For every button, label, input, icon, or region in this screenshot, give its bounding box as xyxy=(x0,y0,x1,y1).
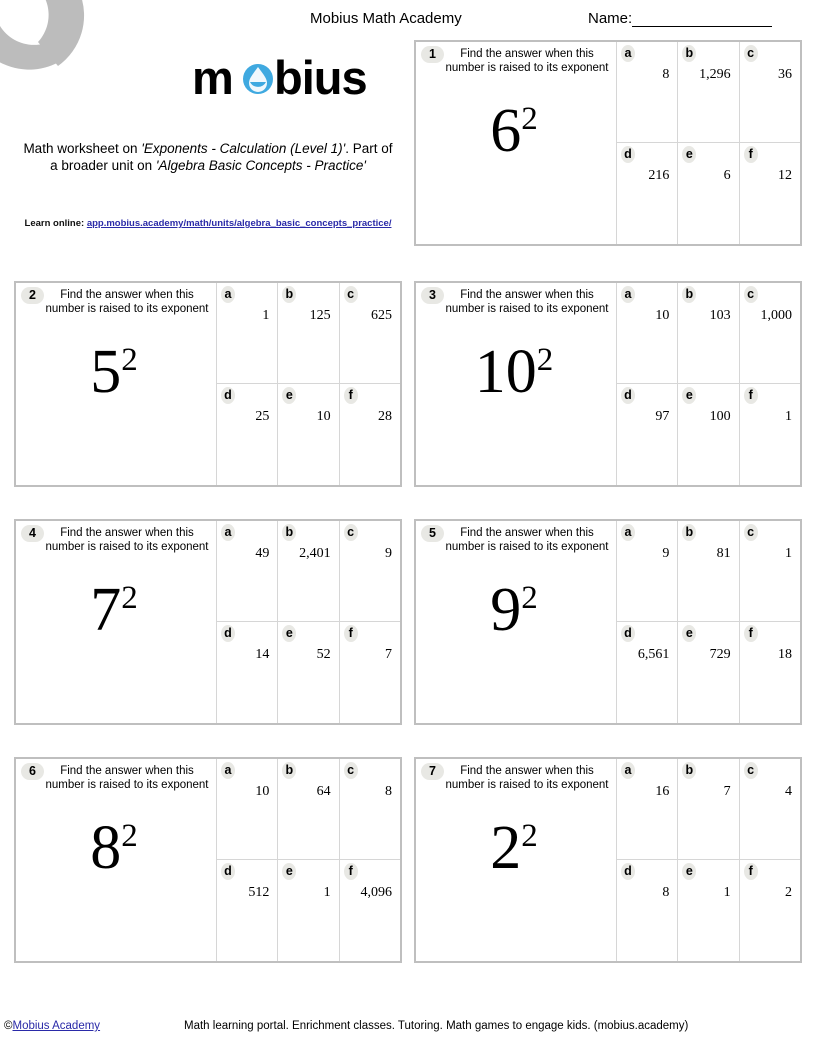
question-stimulus xyxy=(16,283,216,485)
option-letter: e xyxy=(682,863,696,880)
option-letter: e xyxy=(682,387,696,404)
option-value: 100 xyxy=(709,409,731,424)
option-letter: a xyxy=(621,286,635,303)
answer-option[interactable] xyxy=(339,283,400,384)
expression-exponent: 2 xyxy=(521,817,538,854)
answer-option[interactable] xyxy=(216,384,277,485)
question-box xyxy=(414,281,802,487)
option-letter: c xyxy=(744,762,758,779)
expression-base: 10 xyxy=(474,338,537,406)
answer-option[interactable] xyxy=(616,521,677,622)
option-letter: a xyxy=(221,762,235,779)
exponent-expression xyxy=(16,814,212,882)
option-letter: b xyxy=(682,762,696,779)
question-stimulus xyxy=(416,42,616,244)
answer-option[interactable] xyxy=(277,860,338,961)
question-box xyxy=(14,519,402,725)
option-letter: a xyxy=(621,762,635,779)
question-prompt: Find the answer when this number is raised to its exponent xyxy=(445,48,609,74)
option-value: 1 xyxy=(723,885,731,900)
question-box xyxy=(14,281,402,487)
question-number-badge: 6 xyxy=(21,763,44,780)
answer-option[interactable] xyxy=(616,143,677,244)
option-letter: a xyxy=(221,524,235,541)
question-stimulus xyxy=(416,283,616,485)
option-letter: f xyxy=(744,146,758,163)
answer-option[interactable] xyxy=(339,860,400,961)
option-value: 25 xyxy=(255,409,270,424)
worksheet-description xyxy=(22,140,394,174)
option-value: 1 xyxy=(323,885,331,900)
option-letter: c xyxy=(344,286,358,303)
option-value: 625 xyxy=(370,308,392,323)
option-value: 10 xyxy=(316,409,331,424)
answer-option[interactable] xyxy=(216,283,277,384)
answer-options-grid xyxy=(616,283,800,485)
answer-option[interactable] xyxy=(616,860,677,961)
answer-option[interactable] xyxy=(339,759,400,860)
answer-options-grid xyxy=(616,42,800,244)
option-letter: b xyxy=(282,524,296,541)
question-box xyxy=(414,757,802,963)
option-letter: b xyxy=(282,286,296,303)
learn-online-label: Learn online: xyxy=(24,218,87,229)
option-letter: e xyxy=(282,625,296,642)
answer-option[interactable] xyxy=(616,42,677,143)
page-header xyxy=(0,0,815,34)
answer-option[interactable] xyxy=(677,143,738,244)
intro-block xyxy=(14,40,402,245)
exponent-expression xyxy=(416,576,612,644)
learn-online-link[interactable]: app.mobius.academy/math/units/algebra_basic_concepts_practice/ xyxy=(86,218,392,229)
option-value: 8 xyxy=(384,784,392,799)
option-value: 97 xyxy=(655,409,670,424)
question-box xyxy=(414,40,802,246)
option-value: 1,000 xyxy=(760,308,792,323)
answer-option[interactable] xyxy=(216,860,277,961)
answer-option[interactable] xyxy=(216,521,277,622)
expression-exponent: 2 xyxy=(521,100,538,137)
option-letter: a xyxy=(621,524,635,541)
answer-option[interactable] xyxy=(739,622,800,723)
option-letter: b xyxy=(682,45,696,62)
option-letter: f xyxy=(744,625,758,642)
answer-option[interactable] xyxy=(216,622,277,723)
option-value: 2,401 xyxy=(299,546,331,561)
page-footer xyxy=(0,1020,815,1038)
question-prompt: Find the answer when this number is raised to its exponent xyxy=(45,527,209,553)
question-stimulus xyxy=(416,759,616,961)
expression-base: 2 xyxy=(490,814,522,882)
answer-option[interactable] xyxy=(739,759,800,860)
expression-exponent: 2 xyxy=(121,817,138,854)
option-value: 1 xyxy=(262,308,270,323)
option-letter: f xyxy=(344,387,358,404)
option-letter: a xyxy=(621,45,635,62)
option-value: 10 xyxy=(655,308,670,323)
option-value: 18 xyxy=(777,647,792,662)
exponent-expression xyxy=(16,338,212,406)
option-value: 729 xyxy=(709,647,731,662)
option-value: 216 xyxy=(648,168,670,183)
option-value: 1 xyxy=(784,409,792,424)
question-prompt: Find the answer when this number is raised to its exponent xyxy=(445,289,609,315)
answer-option[interactable] xyxy=(616,384,677,485)
option-value: 64 xyxy=(316,784,331,799)
question-prompt: Find the answer when this number is raised to its exponent xyxy=(45,289,209,315)
answer-option[interactable] xyxy=(677,759,738,860)
expression-base: 8 xyxy=(90,814,122,882)
answer-option[interactable] xyxy=(739,283,800,384)
answer-option[interactable] xyxy=(739,384,800,485)
option-value: 16 xyxy=(655,784,670,799)
option-letter: e xyxy=(682,146,696,163)
svg-text:m: m xyxy=(192,52,233,104)
option-letter: f xyxy=(344,863,358,880)
option-value: 28 xyxy=(377,409,392,424)
academy-title: Mobius Math Academy xyxy=(310,10,462,27)
copyright-symbol: © xyxy=(4,1020,13,1032)
svg-text:bius: bius xyxy=(274,52,367,104)
expression-exponent: 2 xyxy=(121,341,138,378)
option-letter: d xyxy=(621,387,635,404)
option-letter: d xyxy=(621,625,635,642)
expression-exponent: 2 xyxy=(121,579,138,616)
option-letter: f xyxy=(744,863,758,880)
answer-option[interactable] xyxy=(677,622,738,723)
expression-base: 7 xyxy=(90,576,122,644)
answer-options-grid xyxy=(216,759,400,961)
question-prompt: Find the answer when this number is raised to its exponent xyxy=(445,765,609,791)
option-value: 1,296 xyxy=(699,67,731,82)
answer-option[interactable] xyxy=(616,759,677,860)
answer-option[interactable] xyxy=(739,860,800,961)
option-value: 6,561 xyxy=(637,647,670,662)
question-number-badge: 3 xyxy=(421,287,444,304)
option-value: 103 xyxy=(709,308,731,323)
answer-option[interactable] xyxy=(277,283,338,384)
answer-option[interactable] xyxy=(277,622,338,723)
option-letter: b xyxy=(282,762,296,779)
name-label: Name: xyxy=(588,10,633,27)
option-value: 125 xyxy=(309,308,331,323)
question-stimulus xyxy=(16,759,216,961)
question-stimulus xyxy=(416,521,616,723)
answer-option[interactable] xyxy=(739,42,800,143)
option-letter: b xyxy=(682,286,696,303)
question-prompt: Find the answer when this number is raised to its exponent xyxy=(45,765,209,791)
option-letter: e xyxy=(282,863,296,880)
question-number-badge: 7 xyxy=(421,763,444,780)
option-letter: f xyxy=(744,387,758,404)
answer-option[interactable] xyxy=(277,759,338,860)
option-letter: a xyxy=(221,286,235,303)
exponent-expression xyxy=(416,338,612,406)
option-letter: f xyxy=(344,625,358,642)
mobius-academy-link[interactable]: Mobius Academy xyxy=(12,1020,101,1032)
expression-base: 9 xyxy=(490,576,522,644)
option-letter: c xyxy=(744,45,758,62)
answer-options-grid xyxy=(216,283,400,485)
option-value: 512 xyxy=(248,885,270,900)
option-letter: d xyxy=(621,863,635,880)
answer-option[interactable] xyxy=(677,283,738,384)
option-value: 1 xyxy=(784,546,792,561)
question-number-badge: 1 xyxy=(421,46,444,63)
answer-option[interactable] xyxy=(677,860,738,961)
option-letter: c xyxy=(744,524,758,541)
answer-options-grid xyxy=(616,521,800,723)
desc-mid: . Part of a broader unit on xyxy=(50,141,393,173)
answer-option[interactable] xyxy=(616,283,677,384)
option-letter: d xyxy=(221,387,235,404)
learn-online-line xyxy=(22,218,394,229)
question-number-badge: 5 xyxy=(421,525,444,542)
footer-copyright xyxy=(4,1020,100,1032)
option-value: 8 xyxy=(662,885,670,900)
answer-options-grid xyxy=(616,759,800,961)
answer-option[interactable] xyxy=(277,384,338,485)
exponent-expression xyxy=(416,814,612,882)
option-value: 12 xyxy=(777,168,792,183)
option-value: 6 xyxy=(723,168,731,183)
answer-option[interactable] xyxy=(339,521,400,622)
option-value: 4,096 xyxy=(360,885,392,900)
answer-option[interactable] xyxy=(616,622,677,723)
option-value: 52 xyxy=(316,647,331,662)
question-number-badge: 4 xyxy=(21,525,44,542)
option-letter: d xyxy=(221,625,235,642)
answer-option[interactable] xyxy=(677,384,738,485)
option-value: 9 xyxy=(384,546,392,561)
option-letter: c xyxy=(344,524,358,541)
desc-unit: 'Algebra Basic Concepts - Practice' xyxy=(155,158,366,173)
answer-option[interactable] xyxy=(216,759,277,860)
option-letter: c xyxy=(344,762,358,779)
option-letter: e xyxy=(682,625,696,642)
question-box xyxy=(414,519,802,725)
option-letter: d xyxy=(221,863,235,880)
answer-option[interactable] xyxy=(677,521,738,622)
exponent-expression xyxy=(416,97,612,165)
option-letter: b xyxy=(682,524,696,541)
question-number-badge: 2 xyxy=(21,287,44,304)
answer-option[interactable] xyxy=(739,521,800,622)
expression-base: 6 xyxy=(490,97,522,165)
option-value: 10 xyxy=(255,784,270,799)
answer-option[interactable] xyxy=(739,143,800,244)
answer-option[interactable] xyxy=(339,622,400,723)
answer-option[interactable] xyxy=(339,384,400,485)
answer-options-grid xyxy=(216,521,400,723)
option-value: 7 xyxy=(384,647,392,662)
option-letter: e xyxy=(282,387,296,404)
expression-base: 5 xyxy=(90,338,122,406)
name-input-line[interactable] xyxy=(632,12,772,27)
question-box xyxy=(14,757,402,963)
exponent-expression xyxy=(16,576,212,644)
name-field-group xyxy=(588,10,772,27)
option-value: 4 xyxy=(784,784,792,799)
option-value: 49 xyxy=(255,546,270,561)
answer-option[interactable] xyxy=(277,521,338,622)
expression-exponent: 2 xyxy=(536,341,554,378)
option-letter: d xyxy=(621,146,635,163)
option-value: 9 xyxy=(662,546,670,561)
option-value: 14 xyxy=(255,647,270,662)
mobius-logo xyxy=(192,52,407,104)
expression-exponent: 2 xyxy=(521,579,538,616)
question-prompt: Find the answer when this number is raised to its exponent xyxy=(445,527,609,553)
option-value: 2 xyxy=(784,885,792,900)
option-value: 8 xyxy=(662,67,670,82)
option-value: 36 xyxy=(777,67,792,82)
option-value: 81 xyxy=(716,546,731,561)
answer-option[interactable] xyxy=(677,42,738,143)
desc-topic: 'Exponents - Calculation (Level 1)' xyxy=(141,141,346,156)
question-stimulus xyxy=(16,521,216,723)
footer-tagline: Math learning portal. Enrichment classes. Tutoring. Math games to engage kids. (mobius.academy) xyxy=(184,1020,689,1032)
option-value: 7 xyxy=(723,784,731,799)
option-letter: c xyxy=(744,286,758,303)
desc-pre: Math worksheet on xyxy=(23,141,142,156)
